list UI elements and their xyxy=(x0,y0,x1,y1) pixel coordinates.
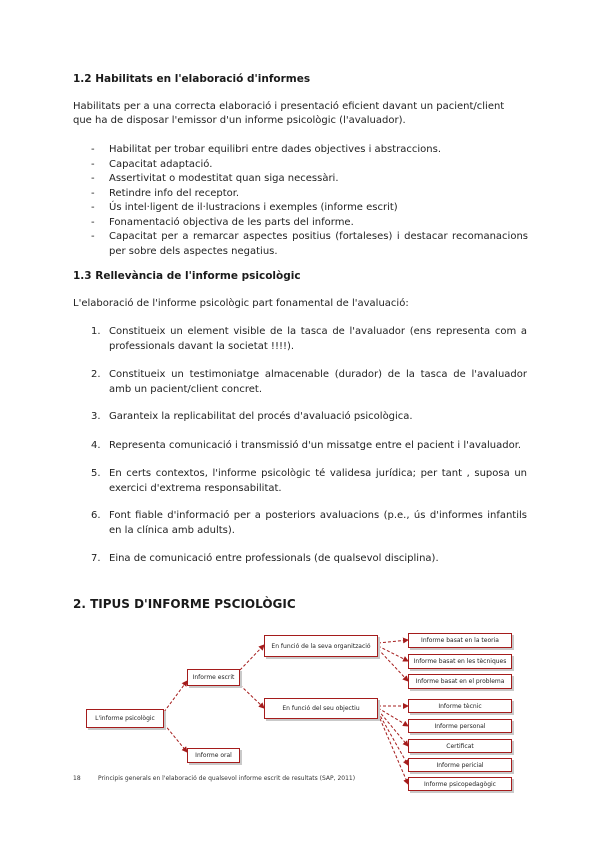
numbered-item: 1. Constitueix un element visible de la tasca de l'avaluador (ens representa com a professionals davant la societat !!!!). xyxy=(91,326,527,352)
numbered-item: 7. Eina de comunicació entre professionals (de qualsevol disciplina). xyxy=(91,553,439,564)
section-1-2-heading: 1.2 Habilitats en l'elaboració d'informes xyxy=(73,73,311,85)
diagram-node-objectiu: En funció del seu objectiu xyxy=(264,698,378,719)
section-1-3-intro: L'elaboració de l'informe psicològic part fonamental de l'avaluació: xyxy=(73,298,409,309)
numbered-item: 2. Constitueix un testimoniatge almacenable (durador) de la tasca de l'avaluador amb un pacient/client concret. xyxy=(91,369,527,395)
diagram-node-organitzacio: En funció de la seva organització xyxy=(264,635,378,657)
figure-number: 18 xyxy=(73,775,81,782)
numbered-item: 4. Representa comunicació i transmissió d'un missatge entre el pacient i l'avaluador. xyxy=(91,440,522,451)
diagram-node-escrit: Informe escrit xyxy=(187,669,240,686)
diagram-node-org-child: Informe basat en les tècniques xyxy=(408,654,512,669)
figure-caption: Principis generals en l'elaboració de qualsevol informe escrit de resultats (SAP, 2011) xyxy=(98,775,356,782)
diagram-node-obj-child: Informe pericial xyxy=(408,758,512,772)
diagram-node-obj-child: Informe tècnic xyxy=(408,699,512,713)
numbered-item: 3. Garanteix la replicabilitat del procés d'avaluació psicològica. xyxy=(91,411,413,422)
section-1-2-intro-line2: que ha de disposar l'emissor d'un informe psicològic (l'avaluador). xyxy=(73,115,406,126)
section-2-heading: 2. TIPUS D'INFORME PSCIOLÒGIC xyxy=(73,597,296,611)
numbered-item: 5. En certs contextos, l'informe psicològic té validesa jurídica; per tant , suposa un exercici d'extrema responsabilitat. xyxy=(91,468,527,494)
section-1-2-intro-line1: Habilitats per a una correcta elaboració i presentació eficient davant un pacient/client xyxy=(73,101,505,112)
diagram-node-obj-child: Informe personal xyxy=(408,719,512,733)
section-1-3-heading: 1.3 Rellevància de l'informe psicològic xyxy=(73,270,301,282)
diagram-node-root: L'informe psicològic xyxy=(86,709,164,728)
diagram-node-org-child: Informe basat en el problema xyxy=(408,674,512,689)
diagram-node-obj-child: Certificat xyxy=(408,739,512,753)
numbered-item: 6. Font fiable d'informació per a posteriors avaluacions (p.e., ús d'informes infantils en la clínica amb adults). xyxy=(91,510,527,536)
diagram-node-org-child: Informe basat en la teoria xyxy=(408,633,512,648)
diagram-node-obj-child: Informe psicopedagògic xyxy=(408,777,512,791)
diagram-node-oral: Informe oral xyxy=(187,748,240,763)
